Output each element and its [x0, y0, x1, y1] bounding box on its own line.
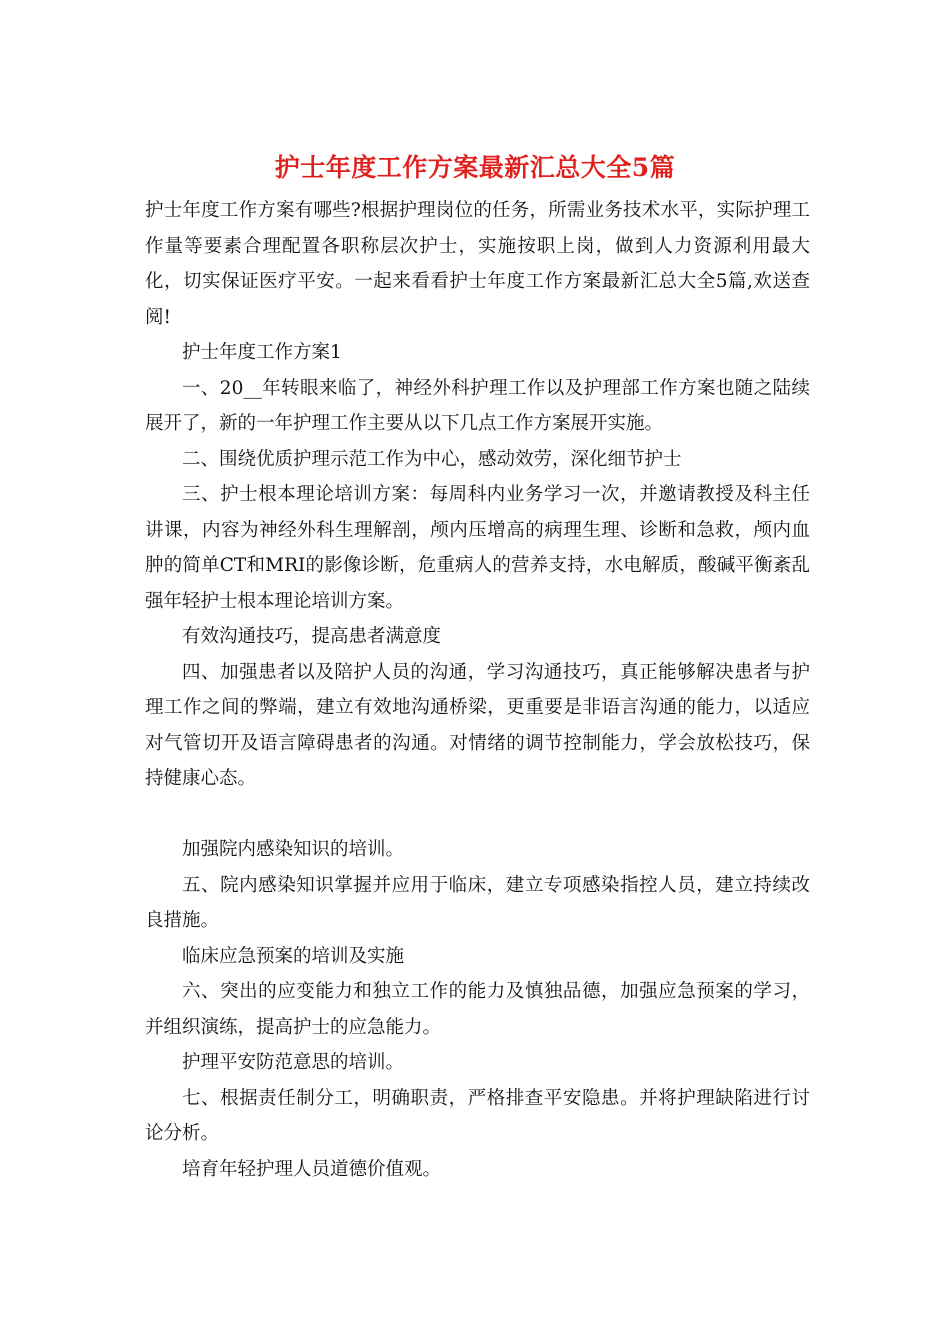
body-paragraph: 二、围绕优质护理示范工作为中心，感动效劳，深化细节护士	[182, 448, 682, 470]
body-paragraph: 培育年轻护理人员道德价值观。	[182, 1158, 442, 1180]
body-paragraph: 加强院内感染知识的培训。	[182, 839, 405, 860]
body-paragraph: 六、突出的应变能力和独立工作的能力及慎独品德，加强应急预案的学习，并组织演练，提高护士的应急能力。	[145, 981, 810, 1038]
body-paragraph: 护理平安防范意思的培训。	[182, 1052, 405, 1073]
body-paragraph: 五、院内感染知识掌握并应用于临床，建立专项感染指控人员，建立持续改良措施。	[145, 874, 810, 931]
body-paragraph: 有效沟通技巧，提高患者满意度	[182, 626, 442, 647]
body-paragraph: 七、根据责任制分工，明确职责，严格排查平安隐患。并将护理缺陷进行讨论分析。	[145, 1087, 810, 1144]
body-paragraph: 三、护士根本理论培训方案：每周科内业务学习一次，并邀请教授及科主任讲课，内容为神经外科生理解剖，颅内压增高的病理生理、诊断和急救，颅内血肿的简单CT和MRI的影像诊断，危重病人的营养支持，水电解质，酸碱平衡紊乱强年轻护士根本理论培训方案。	[145, 484, 810, 612]
body-paragraph: 四、加强患者以及陪护人员的沟通，学习沟通技巧，真正能够解决患者与护理工作之间的弊端，建立有效地沟通桥梁，更重要是非语言沟通的能力，以适应对气管切开及语言障碍患者的沟通。对情绪的调节控制能力，学会放松技巧，保持健康心态。	[145, 661, 810, 789]
blank-line	[145, 797, 810, 833]
intro-paragraph: 护士年度工作方案有哪些?根据护理岗位的任务，所需业务技术水平，实际护理工作量等要素合理配置各职称层次护士，实施按职上岗，做到人力资源利用最大化，切实保证医疗平安。一起来看看护士年度工作方案最新汇总大全5篇,欢送查阅!	[145, 200, 810, 328]
body-paragraph: 临床应急预案的培训及实施	[182, 945, 405, 967]
body-paragraph: 一、20__年转眼来临了，神经外科护理工作以及护理部工作方案也随之陆续展开了，新的一年护理工作主要从以下几点工作方案展开实施。	[145, 377, 810, 434]
document-title: 护士年度工作方案最新汇总大全5篇	[274, 153, 676, 182]
document-body	[145, 193, 810, 1187]
section-heading: 护士年度工作方案1	[182, 342, 342, 363]
